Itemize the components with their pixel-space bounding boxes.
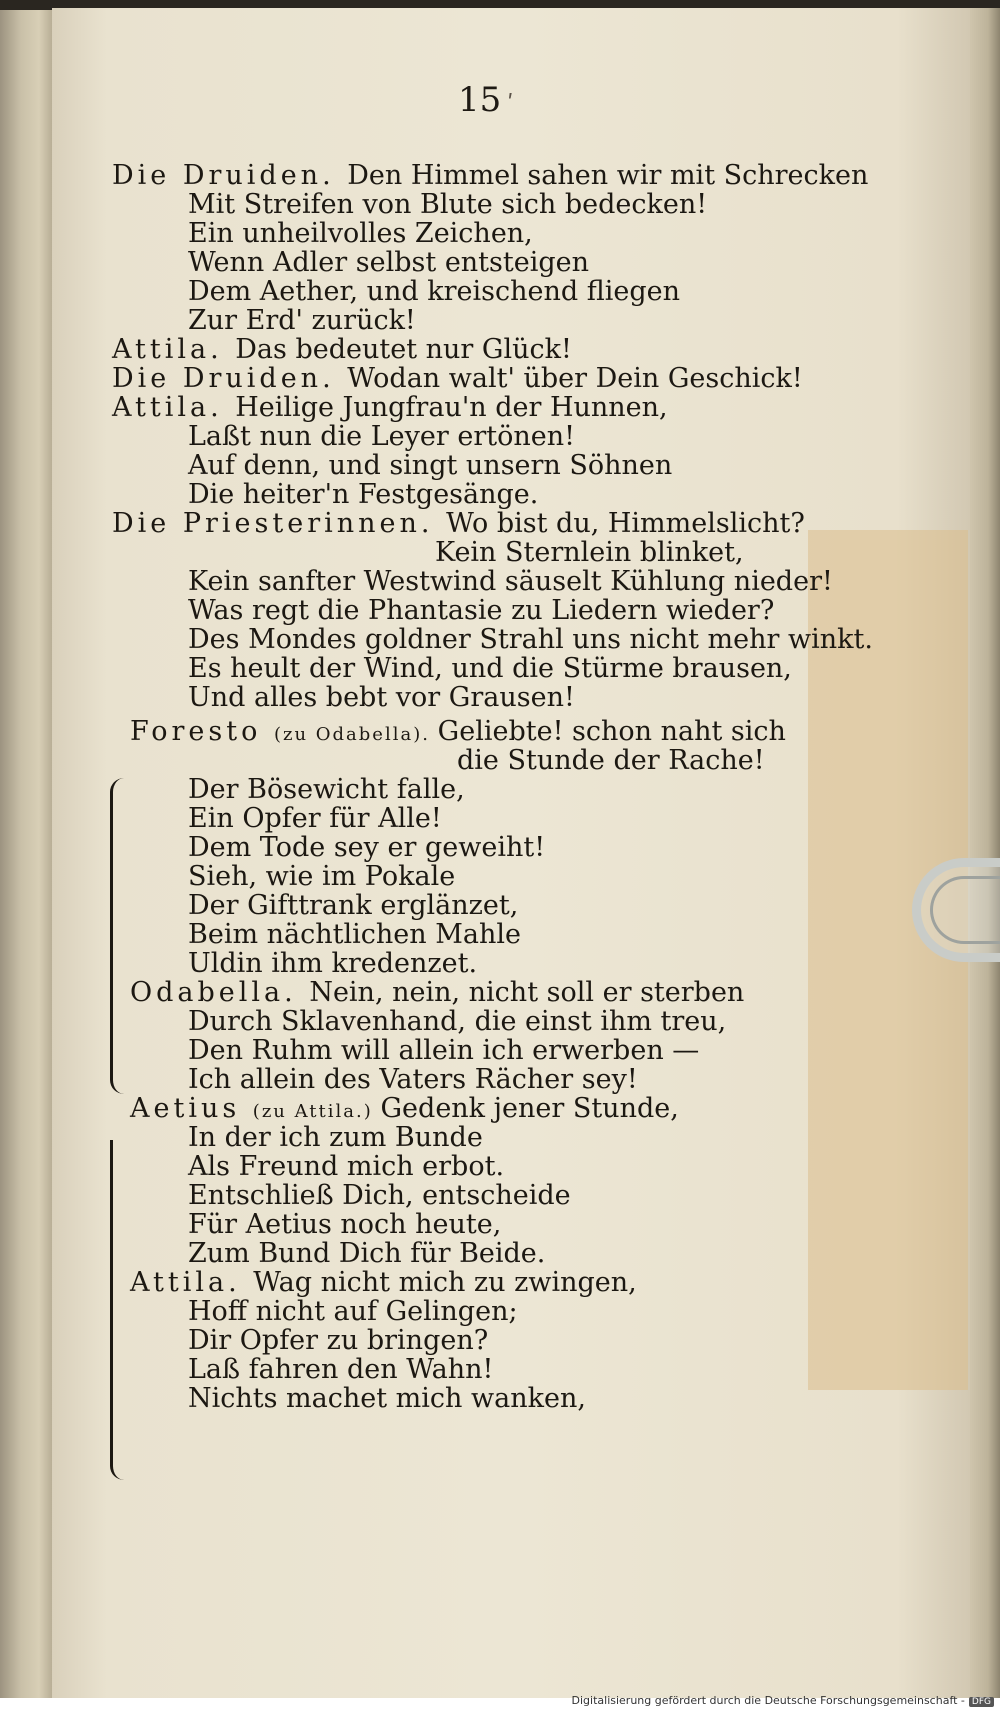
- brace-lower: [110, 1140, 127, 1480]
- text-line: [188, 1238, 545, 1270]
- text-line: [188, 1122, 483, 1154]
- text-line: [188, 861, 455, 893]
- verse-text: Der Bösewicht falle,: [188, 774, 465, 805]
- verse-text: Gedenk jener Stunde,: [380, 1093, 679, 1124]
- verse-text: Wenn Adler selbst entsteigen: [188, 247, 590, 278]
- speaker-name: Die Druiden.: [112, 363, 348, 394]
- verse-text: Mit Streifen von Blute sich bedecken!: [188, 189, 708, 220]
- text-line: [188, 1035, 699, 1067]
- verse-text: Zur Erd' zurück!: [188, 305, 416, 336]
- text-line: [112, 508, 805, 540]
- text-line: [435, 537, 744, 569]
- text-line: [112, 160, 868, 192]
- text-line: [112, 392, 668, 424]
- text-line: [188, 1296, 518, 1328]
- verse-text: Und alles bebt vor Grausen!: [188, 682, 575, 713]
- verse-text: Des Mondes goldner Strahl uns nicht mehr winkt.: [188, 624, 873, 655]
- verse-text: Wodan walt' über Dein Geschick!: [347, 363, 803, 394]
- verse-text: Kein Sternlein blinket,: [435, 537, 744, 568]
- text-line: [188, 479, 538, 511]
- text-line: [188, 421, 575, 453]
- text-line: [188, 450, 672, 482]
- text-line: [188, 1180, 571, 1212]
- text-line: [112, 363, 803, 395]
- text-line: [188, 276, 680, 308]
- text-line: [188, 1209, 501, 1241]
- verse-text: In der ich zum Bunde: [188, 1122, 483, 1153]
- footer-credit: Digitalisierung gefördert durch die Deutsche Forschungsgemeinschaft - DFG: [572, 1694, 994, 1707]
- text-line: [188, 1064, 638, 1096]
- text-line: [188, 218, 533, 250]
- speaker-name: Aetius: [130, 1093, 253, 1124]
- dfg-logo: DFG: [969, 1697, 994, 1707]
- text-line: [188, 948, 477, 980]
- text-line: [188, 682, 575, 714]
- verse-text: Zum Bund Dich für Beide.: [188, 1238, 546, 1269]
- text-line: [130, 1267, 637, 1299]
- verse-text: Hoff nicht auf Gelingen;: [188, 1296, 518, 1327]
- verse-text: Heilige Jungfrau'n der Hunnen,: [235, 392, 668, 423]
- verse-text: Was regt die Phantasie zu Liedern wieder?: [188, 595, 775, 626]
- verse-text: Es heult der Wind, und die Stürme brausen,: [188, 653, 792, 684]
- verse-text: Geliebte! schon naht sich: [437, 716, 786, 747]
- text-line: [188, 832, 545, 864]
- verse-text: Als Freund mich erbot.: [188, 1151, 505, 1182]
- verse-text: Ich allein des Vaters Rächer sey!: [188, 1064, 638, 1095]
- verse-text: Nein, nein, nicht soll er sterben: [309, 977, 745, 1008]
- verse-text: Dem Aether, und kreischend fliegen: [188, 276, 681, 307]
- text-line: [188, 624, 873, 656]
- text-line: [188, 774, 465, 806]
- verse-text: Wag nicht mich zu zwingen,: [253, 1267, 637, 1298]
- verse-text: Nichts machet mich wanken,: [188, 1383, 586, 1414]
- speaker-name: Odabella.: [130, 977, 310, 1008]
- verse-text: Dem Tode sey er geweiht!: [188, 832, 546, 863]
- text-line: [188, 247, 589, 279]
- verse-text: Laß fahren den Wahn!: [188, 1354, 494, 1385]
- stage-direction: (zu Odabella).: [273, 724, 438, 745]
- verse-text: Für Aetius noch heute,: [188, 1209, 502, 1240]
- speaker-name: Die Priesterinnen.: [112, 508, 447, 539]
- verse-text: Das bedeutet nur Glück!: [235, 334, 572, 365]
- verse-text: Uldin ihm kredenzet.: [188, 948, 478, 979]
- text-line: [188, 189, 707, 221]
- speaker-name: Attila.: [130, 1267, 254, 1298]
- stage-direction: (zu Attila.): [252, 1101, 381, 1122]
- verse-text: Durch Sklavenhand, die einst ihm treu,: [188, 1006, 727, 1037]
- speaker-name: Foresto: [130, 716, 274, 747]
- verse-text: Beim nächtlichen Mahle: [188, 919, 521, 950]
- verse-text: Den Himmel sahen wir mit Schrecken: [347, 160, 869, 191]
- text-line: [188, 919, 521, 951]
- verse-text: die Stunde der Rache!: [457, 745, 765, 776]
- verse-text: Die heiter'n Festgesänge.: [188, 479, 539, 510]
- verse-text: Der Gifttrank erglänzet,: [188, 890, 519, 921]
- verse-text: Ein Opfer für Alle!: [188, 803, 442, 834]
- verse-text: Auf denn, und singt unsern Söhnen: [188, 450, 673, 481]
- brace-upper: [110, 778, 127, 1094]
- text-line: [188, 890, 518, 922]
- verse-text: Entschließ Dich, entscheide: [188, 1180, 571, 1211]
- text-line: [188, 305, 416, 337]
- verse-text: Den Ruhm will allein ich erwerben —: [188, 1035, 700, 1066]
- text-line: [188, 1383, 586, 1415]
- text-line: [130, 977, 744, 1009]
- verse-text: Wo bist du, Himmelslicht?: [446, 508, 805, 539]
- text-line: [188, 653, 792, 685]
- text-line: [188, 595, 774, 627]
- text-line: [188, 1354, 493, 1386]
- text-line: [188, 803, 442, 835]
- speaker-name: Die Druiden.: [112, 160, 348, 191]
- text-line: [457, 745, 765, 777]
- verse-text: Laßt nun die Leyer ertönen!: [188, 421, 575, 452]
- verse-text: Sieh, wie im Pokale: [188, 861, 456, 892]
- text-line: [188, 1151, 504, 1183]
- text-line: [188, 1006, 726, 1038]
- speaker-name: Attila.: [112, 334, 236, 365]
- text-line: [188, 566, 833, 598]
- text-line: [188, 1325, 488, 1357]
- page-number: 15 ʹ: [458, 80, 514, 120]
- speaker-name: Attila.: [112, 392, 236, 423]
- verse-text: Dir Opfer zu bringen?: [188, 1325, 489, 1356]
- verse-text: Ein unheilvolles Zeichen,: [188, 218, 533, 249]
- verse-text: Kein sanfter Westwind säuselt Kühlung nieder!: [188, 566, 833, 597]
- text-line: [112, 334, 572, 366]
